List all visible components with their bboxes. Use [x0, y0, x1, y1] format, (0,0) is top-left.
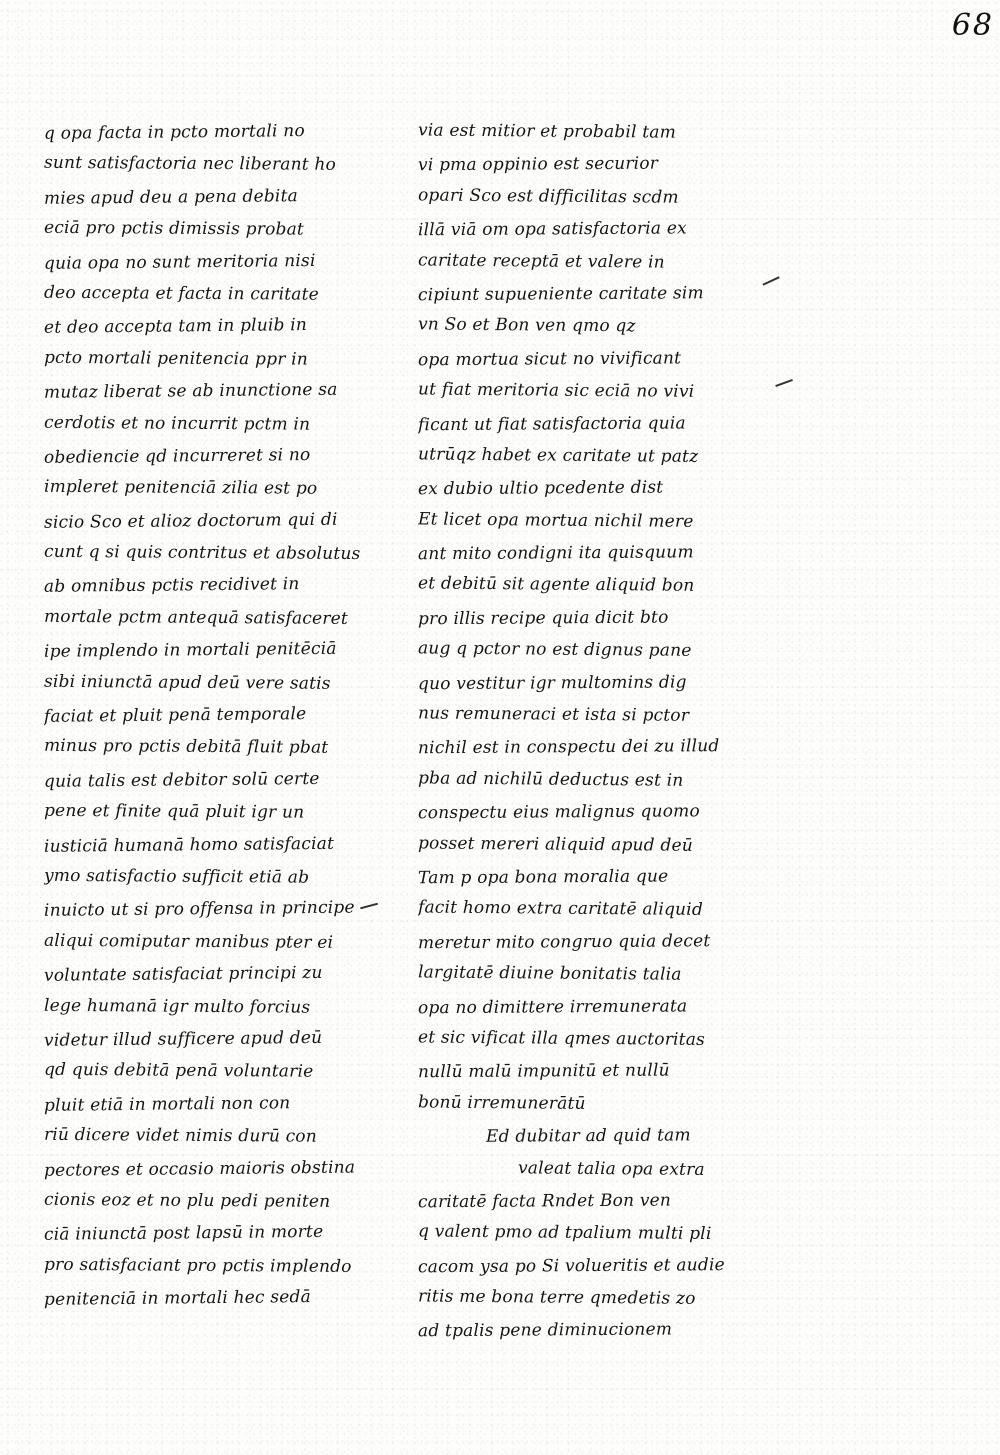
manuscript-line: caritate receptā et valere in	[417, 249, 665, 273]
manuscript-line: q opa facta in pcto mortali no	[43, 121, 305, 144]
manuscript-line: vn So et Bon ven qmo qz	[417, 314, 636, 337]
manuscript-line: obediencie qd incurreret si no	[43, 444, 311, 468]
manuscript-line: opari Sco est difficilitas scdm	[417, 185, 679, 208]
manuscript-line: mutaz liberat se ab inunctione sa	[43, 379, 338, 403]
manuscript-line: voluntate satisfaciat principi zu	[43, 963, 323, 986]
manuscript-line: ipe implendo in mortali penitēciā	[43, 638, 337, 663]
manuscript-line: aliqui comiputar manibus pter ei	[43, 930, 334, 953]
manuscript-line: vi pma oppinio est securior	[417, 153, 659, 176]
manuscript-line: deo accepta et facta in caritate	[43, 282, 320, 305]
manuscript-line: cionis eoz et no plu pedi peniten	[43, 1189, 331, 1212]
manuscript-line: ex dubio ultio pcedente dist	[417, 477, 664, 500]
manuscript-line: Ed dubitar ad quid tam	[485, 1125, 691, 1147]
manuscript-line: ficant ut fiat satisfactoria quia	[417, 412, 686, 435]
manuscript-line: ymo satisfactio sufficit etiā ab	[43, 865, 310, 888]
manuscript-line: quia opa no sunt meritoria nisi	[43, 250, 316, 274]
manuscript-line: ad tpalis pene diminucionem	[417, 1319, 673, 1342]
manuscript-line: qd quis debitā penā voluntarie	[43, 1060, 314, 1083]
manuscript-line: impleret penitenciā zilia est po	[43, 477, 318, 500]
manuscript-line: via est mitior et probabil tam	[417, 120, 677, 143]
manuscript-line: et deo accepta tam in pluib in	[43, 315, 308, 339]
manuscript-line: nullū malū impunitū et nullū	[417, 1060, 670, 1083]
manuscript-line: Tam p opa bona moralia que	[417, 866, 669, 889]
manuscript-line: ut fiat meritoria sic eciā no vivi	[417, 379, 695, 402]
manuscript-line: mortale pctm antequā satisfaceret	[43, 606, 349, 629]
manuscript-line: caritatē facta Rndet Bon ven	[417, 1190, 672, 1213]
manuscript-line: sunt satisfactoria nec liberant ho	[43, 153, 337, 176]
manuscript-line: ab omnibus pctis recidivet in	[43, 574, 300, 598]
manuscript-line: ritis me bona terre qmedetis zo	[417, 1286, 696, 1309]
manuscript-line: riū dicere videt nimis durū con	[43, 1124, 317, 1147]
manuscript-line: et debitū sit agente aliquid bon	[417, 573, 695, 597]
manuscript-line: aug q pctor no est dignus pane	[417, 638, 692, 662]
right-column	[418, 116, 778, 1347]
manuscript-line: pba ad nichilū deductus est in	[417, 768, 684, 791]
manuscript-line: eciā pro pctis dimissis probat	[43, 217, 305, 240]
manuscript-line: q valent pmo ad tpalium multi pli	[417, 1221, 712, 1245]
manuscript-line: cipiunt supueniente caritate sim	[417, 283, 704, 306]
manuscript-line: faciat et pluit penā temporale	[43, 704, 307, 727]
manuscript-line: inuicto ut si pro offensa in principe	[43, 897, 355, 922]
manuscript-line: sibi iniunctā apud deū vere satis	[43, 671, 331, 694]
manuscript-line: iusticiā humanā homo satisfaciat	[43, 833, 335, 857]
manuscript-line: opa no dimittere irremunerata	[417, 995, 688, 1018]
manuscript-line: meretur mito congruo quia decet	[417, 930, 711, 954]
manuscript-line: pro illis recipe quia dicit bto	[417, 607, 669, 630]
manuscript-line: penitenciā in mortali hec sedā	[43, 1287, 312, 1310]
manuscript-line: minus pro pctis debitā fluit pbat	[43, 736, 329, 759]
manuscript-line: ciā iniunctā post lapsū in morte	[43, 1222, 324, 1246]
manuscript-line: lege humanā igr multo forcius	[43, 995, 311, 1018]
manuscript-line: illā viā om opa satisfactoria ex	[417, 218, 687, 241]
manuscript-line: cunt q si quis contritus et absolutus	[43, 541, 361, 565]
manuscript-line: pene et finite quā pluit igr un	[43, 800, 305, 823]
manuscript-line: quo vestitur igr multomins dig	[417, 672, 687, 694]
manuscript-line: pro satisfaciant pro pctis implendo	[43, 1254, 352, 1277]
manuscript-line: Et licet opa mortua nichil mere	[417, 509, 694, 532]
manuscript-line: largitatē diuine bonitatis talia	[417, 962, 682, 985]
manuscript-line: pcto mortali penitencia ppr in	[43, 347, 309, 370]
manuscript-line: nus remuneraci et ista si pctor	[417, 703, 690, 726]
manuscript-line: pluit etiā in mortali non con	[43, 1092, 291, 1116]
manuscript-line: bonū irremunerātū	[417, 1092, 586, 1114]
manuscript-line: conspectu eius malignus quomo	[417, 801, 700, 824]
manuscript-line: posset mereri aliquid apud deū	[417, 833, 693, 856]
manuscript-line: valeat talia opa extra	[517, 1157, 705, 1180]
manuscript-line: nichil est in conspectu dei zu illud	[417, 736, 720, 759]
manuscript-line: utrūqz habet ex caritate ut patz	[417, 444, 699, 467]
folio-number: 68	[951, 8, 994, 43]
left-column	[44, 116, 389, 1314]
manuscript-line: facit homo extra caritatē aliquid	[417, 897, 704, 921]
manuscript-line: et sic vificat illa qmes auctoritas	[417, 1027, 706, 1050]
manuscript-line: cacom ysa po Si volueritis et audie	[417, 1254, 725, 1277]
manuscript-line: quia talis est debitor solū certe	[43, 768, 320, 792]
manuscript-line: pectores et occasio maioris obstina	[43, 1157, 356, 1181]
manuscript-line: cerdotis et no incurrit pctm in	[43, 412, 311, 435]
manuscript-line: opa mortua sicut no vivificant	[417, 348, 682, 370]
manuscript-line: ant mito condigni ita quisquum	[417, 542, 694, 565]
manuscript-line: mies apud deu a pena debita	[43, 185, 299, 209]
manuscript-line: sicio Sco et alioz doctorum qui di	[43, 509, 338, 533]
manuscript-line: videtur illud sufficere apud deū	[43, 1027, 323, 1051]
